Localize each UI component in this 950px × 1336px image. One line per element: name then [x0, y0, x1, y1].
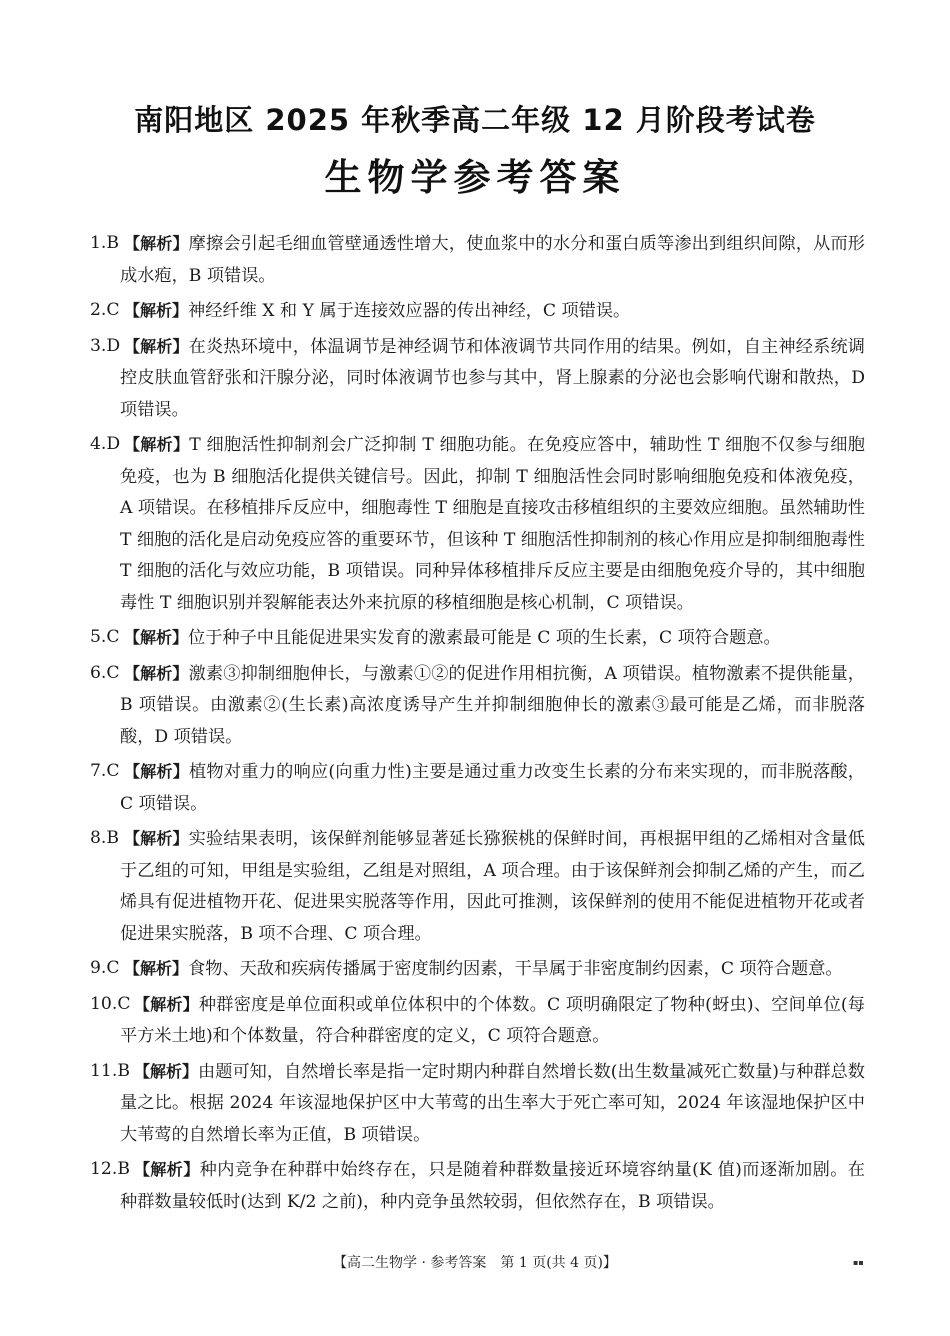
answer-number: 5.C [90, 627, 120, 647]
analysis-text: 由题可知，自然增长率是指一定时期内种群自然增长数(出生数量减死亡数量)与种群总数量之比。根据 2024 年该湿地保护区中大苇莺的出生率大于死亡率可知，2024 年该湿地保护区中大苇莺的自然增长率为正值，B 项错误。 [120, 1061, 865, 1145]
analysis-text: 神经纤维 X 和 Y 属于连接效应器的传出神经，C 项错误。 [188, 301, 631, 321]
answer-number: 7.C [90, 761, 120, 781]
answer-number: 9.C [90, 958, 120, 978]
answer-number: 8.B [90, 828, 120, 848]
analysis-tag: 【解析】 [124, 829, 189, 848]
analysis-tag: 【解析】 [124, 663, 189, 683]
answer-number: 1.B [90, 233, 120, 253]
answer-number: 10.C [90, 993, 131, 1014]
analysis-tag: 【解析】 [124, 336, 189, 356]
analysis-text: 种内竞争在种群中始终存在，只是随着种群数量接近环境容纳量(K 值)而逐渐加剧。在种群数量较低时(达到 K/2 之前)，种内竞争虽然较弱，但依然存在，B 项错误。 [120, 1160, 865, 1212]
analysis-text: 位于种子中且能促进果实发育的激素最可能是 C 项的生长素，C 项符合题意。 [188, 628, 781, 648]
answer-number: 6.C [90, 662, 120, 683]
analysis-tag: 【解析】 [134, 994, 199, 1014]
answer-list [90, 228, 865, 1221]
analysis-tag: 【解析】 [124, 301, 189, 320]
analysis-text: 在炎热环境中，体温调节是神经调节和体液调节共同作用的结果。例如，自主神经系统调控皮肤血管舒张和汗腺分泌，同时体液调节也参与其中，肾上腺素的分泌也会影响代谢和散热，D 项错误。 [120, 336, 865, 420]
answer-item-7 [90, 756, 865, 820]
answer-item-3 [90, 331, 865, 427]
answer-item-2 [90, 295, 865, 328]
analysis-tag: 【解析】 [134, 1160, 200, 1179]
analysis-tag: 【解析】 [124, 628, 189, 647]
analysis-text: 激素③抑制细胞伸长，与激素①②的促进作用相抗衡，A 项错误。植物激素不提供能量，B 项错误。由激素②(生长素)高浓度诱导产生并抑制细胞伸长的激素③最可能是乙烯，而非脱落酸，D 项错误。 [120, 663, 865, 747]
exam-title: 南阳地区 2025 年秋季高二年级 12 月阶段考试卷 [134, 103, 816, 137]
answer-number: 3.D [90, 335, 121, 356]
analysis-tag: 【解析】 [124, 762, 189, 781]
corner-mark: ▪▪ [853, 1258, 864, 1267]
analysis-text: T 细胞活性抑制剂会广泛抑制 T 细胞功能。在免疫应答中，辅助性 T 细胞不仅参与细胞免疫，也为 B 细胞活化提供关键信号。因此，抑制 T 细胞活性会同时影响细胞免疫和体液免疫，A 项错误。在移植排斥反应中，细胞毒性 T 细胞是直接攻击移植组织的主要效应细胞。虽然辅助性 T 细胞的活化是启动免疫应答的重要环节，但该种 T 细胞活性抑制剂的核心作用应是抑制细胞毒性 T 细胞的活化与效应功能，B 项错误。同种异体移植排斥反应主要是由细胞免疫介导的，其中细胞毒性 T 细胞识别并裂解能表达外来抗原的移植细胞是核心机制，C 项错误。 [120, 435, 865, 613]
answer-item-4 [90, 429, 865, 619]
answer-item-11 [90, 1056, 865, 1152]
answer-number: 2.C [90, 300, 120, 320]
analysis-text: 植物对重力的响应(向重力性)主要是通过重力改变生长素的分布来实现的，而非脱落酸，C 项错误。 [120, 762, 865, 814]
page-footer: 【高二生物学 · 参考答案 第 1 页(共 4 页)】 [333, 1255, 617, 1271]
analysis-tag: 【解析】 [124, 234, 189, 253]
answer-number: 11.B [90, 1060, 130, 1081]
answer-number: 4.D [90, 434, 121, 454]
answer-item-12 [90, 1154, 865, 1218]
analysis-text: 摩擦会引起毛细血管壁通透性增大，使血浆中的水分和蛋白质等渗出到组织间隙，从而形成水疱，B 项错误。 [120, 234, 865, 286]
answer-item-1 [90, 228, 865, 292]
analysis-tag: 【解析】 [134, 1061, 199, 1081]
analysis-tag: 【解析】 [124, 435, 190, 454]
answer-item-9 [90, 953, 865, 986]
analysis-text: 种群密度是单位面积或单位体积中的个体数。C 项明确限定了物种(蚜虫)、空间单位(每平方米土地)和个体数量，符合种群密度的定义，C 项符合题意。 [120, 994, 865, 1046]
answer-item-8 [90, 823, 865, 950]
analysis-text: 实验结果表明，该保鲜剂能够显著延长猕猴桃的保鲜时间，再根据甲组的乙烯相对含量低于乙组的可知，甲组是实验组，乙组是对照组，A 项合理。由于该保鲜剂会抑制乙烯的产生，而乙烯具有促进植物开花、促进果实脱落等作用，因此可推测，该保鲜剂的使用不能促进植物开花或者促进果实脱落，B 项不合理、C 项合理。 [120, 829, 865, 944]
answer-key-title: 生物学参考答案 [324, 156, 626, 199]
answer-item-10 [90, 989, 865, 1053]
answer-item-5 [90, 622, 865, 655]
answer-item-6 [90, 658, 865, 754]
answer-number: 12.B [90, 1159, 130, 1179]
analysis-text: 食物、天敌和疾病传播属于密度制约因素，干旱属于非密度制约因素，C 项符合题意。 [188, 959, 843, 979]
analysis-tag: 【解析】 [124, 959, 189, 978]
